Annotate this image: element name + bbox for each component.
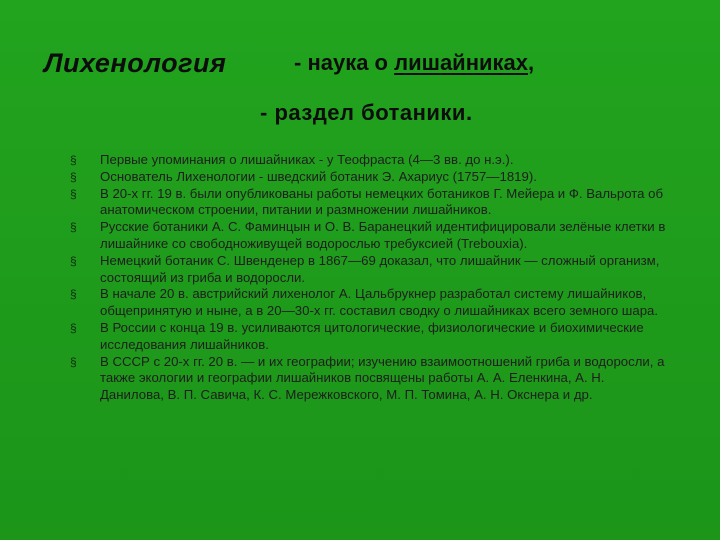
list-item-text: В СССР с 20-х гг. 20 в. — и их географии; изучению взаимоотношений гриба и водоросли, а также экологии и географии лишайников посвящены работы А. А. Еленкина, А. Н. Данилова, В. П. Савича, К. С. Мережковского, М. П. Томина, А. Н. Окснера и др.: [100, 353, 665, 403]
section-bullet-icon: §: [70, 169, 77, 184]
list-item-text: В 20-х гг. 19 в. были опубликованы работы немецких ботаников Г. Мейера и Ф. Вальрота об анатомическом строении, питании и размножении лишайников.: [100, 185, 664, 218]
list-item-text: Основатель Лихенологии - шведский ботаник Э. Ахариус (1757—1819).: [100, 168, 537, 184]
section-bullet-icon: §: [70, 354, 77, 369]
list-item-text: Немецкий ботаник С. Швенденер в 1867—69 доказал, что лишайник — сложный организм, состоящий из гриба и водоросли.: [100, 252, 660, 285]
section-bullet-icon: §: [70, 287, 77, 302]
title-definition: [294, 50, 534, 76]
list-item-text: Первые упоминания о лишайниках - у Теофраста (4—3 вв. до н.э.).: [100, 152, 514, 167]
list-item: [70, 286, 670, 320]
title-def-prefix: - наука о: [294, 50, 395, 75]
bullet-list: [70, 152, 670, 404]
section-bullet-icon: §: [70, 320, 77, 335]
list-item: [70, 186, 670, 220]
list-item: [70, 152, 670, 169]
section-bullet-icon: §: [70, 253, 77, 268]
section-bullet-icon: §: [70, 153, 77, 167]
slide-subtitle: - раздел ботаники.: [260, 100, 473, 125]
section-bullet-icon: §: [70, 220, 77, 235]
list-item: [70, 320, 670, 354]
title-word: Лихенология: [44, 48, 227, 78]
list-item: [70, 253, 670, 287]
title-link[interactable]: лишайниках: [394, 50, 528, 75]
list-item-text: В России с конца 19 в. усиливаются цитологические, физиологические и биохимические исследования лишайников.: [100, 319, 644, 352]
list-item: [70, 169, 670, 186]
list-item-text: В начале 20 в. австрийский лихенолог А. Цальбрукнер разработал систему лишайников, общепринятую и ныне, а в 20—30-х гг. составил сводку о лишайниках всего земного шара.: [100, 286, 659, 319]
list-item-text: Русские ботаники А. С. Фаминцын и О. В. Баранецкий идентифицировали зелёные клетки в лишайнике со свободноживущей водорослью требуксией (Trebouxia).: [100, 219, 666, 251]
list-item: [70, 354, 670, 404]
section-bullet-icon: §: [70, 186, 77, 201]
slide-title: [44, 44, 704, 84]
title-def-suffix: ,: [528, 50, 535, 75]
list-item: [70, 219, 670, 253]
